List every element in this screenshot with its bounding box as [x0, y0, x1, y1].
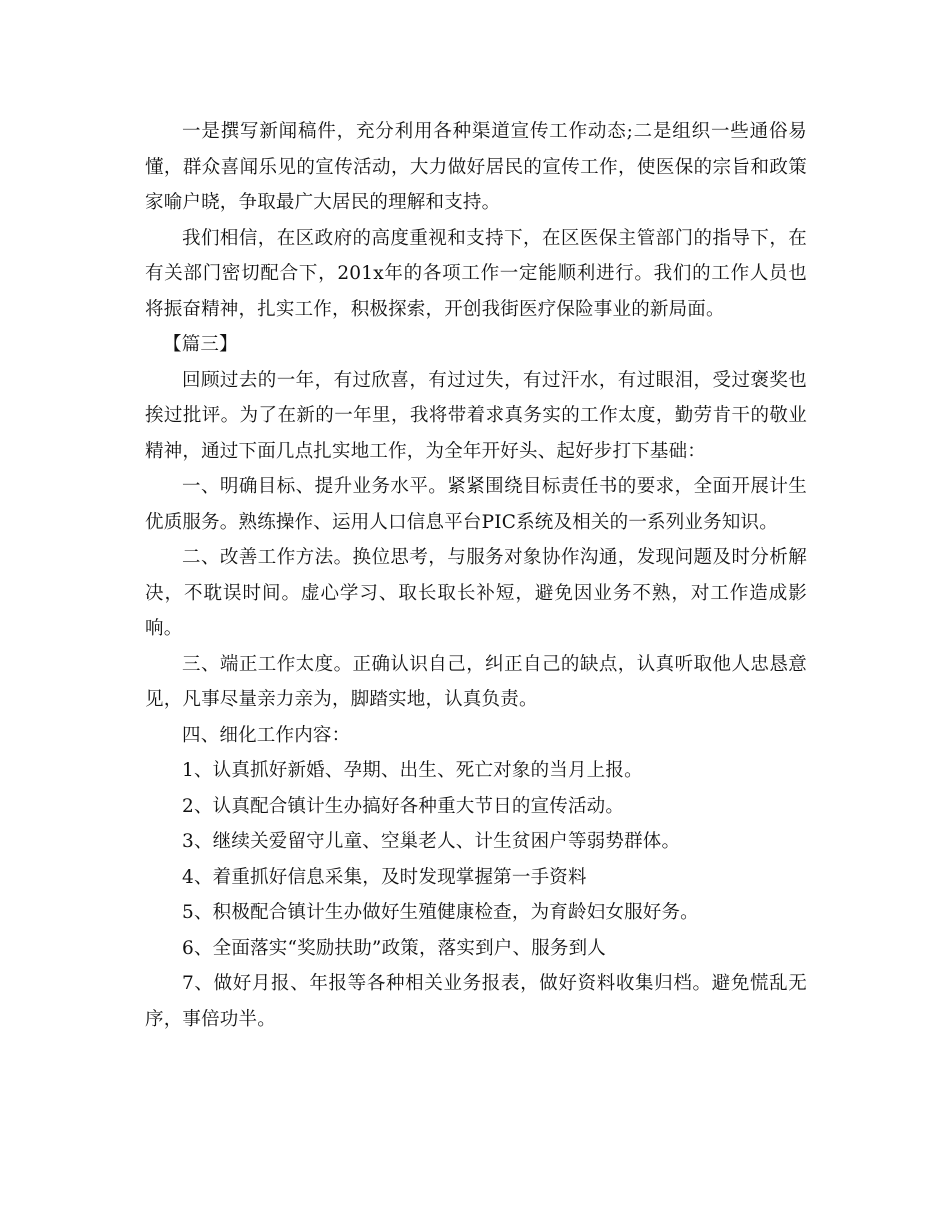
section-heading-part-three: 【篇三】	[163, 334, 238, 355]
list-item-1: 1、认真抓好新婚、孕期、出生、死亡对象的当月上报。	[182, 760, 643, 781]
paragraph-item-two: 二、改善工作方法。换位思考，与服务对象协作沟通，发现问题及时分析解决，不耽误时间。虚心学习、取长取长补短，避免因业务不熟，对工作造成影响。	[145, 547, 807, 639]
list-item-6: 6、全面落实“奖励扶助”政策，落实到户、服务到人	[182, 937, 606, 959]
list-item-3: 3、继续关爱留守儿童、空巢老人、计生贫困户等弱势群体。	[182, 831, 681, 852]
paragraph-item-three: 三、端正工作太度。正确认识自己，纠正自己的缺点，认真听取他人忠恳意见，凡事尽量亲力亲为，脚踏实地，认真负责。	[145, 653, 807, 710]
list-item-4: 4、着重抓好信息采集，及时发现掌握第一手资料	[182, 866, 587, 888]
paragraph-item-one: 一、明确目标、提升业务水平。紧紧围绕目标责任书的要求，全面开展计生优质服务。熟练操作、运用人口信息平台PIC系统及相关的一系列业务知识。	[145, 476, 807, 533]
paragraph-item-four: 四、细化工作内容：	[182, 724, 351, 746]
document-body	[145, 114, 807, 1037]
paragraph-confidence-statement: 我们相信，在区政府的高度重视和支持下，在区医保主管部门的指导下，在有关部门密切配合下，201x年的各项工作一定能顺利进行。我们的工作人员也将振奋精神，扎实工作，积极探索，开创我街医疗保险事业的新局面。	[145, 227, 807, 320]
list-item-2: 2、认真配合镇计生办搞好各种重大节日的宣传活动。	[182, 795, 625, 817]
list-item-5: 5、积极配合镇计生办做好生殖健康检查，为育龄妇女服好务。	[182, 902, 699, 923]
paragraph-year-review: 回顾过去的一年，有过欣喜，有过过失，有过汗水，有过眼泪，受过褒奖也挨过批评。为了在新的一年里，我将带着求真务实的工作太度，勤劳肯干的敬业精神，通过下面几点扎实地工作，为全年开好头、起好步打下基础：	[145, 369, 807, 462]
paragraph-publicity-methods: 一是撰写新闻稿件，充分利用各种渠道宣传工作动态;二是组织一些通俗易懂，群众喜闻乐见的宣传活动，大力做好居民的宣传工作，使医保的宗旨和政策家喻户晓，争取最广大居民的理解和支持。	[145, 121, 807, 213]
list-item-7: 7、做好月报、年报等各种相关业务报表，做好资料收集归档。避免慌乱无序，事倍功半。	[145, 973, 807, 1030]
